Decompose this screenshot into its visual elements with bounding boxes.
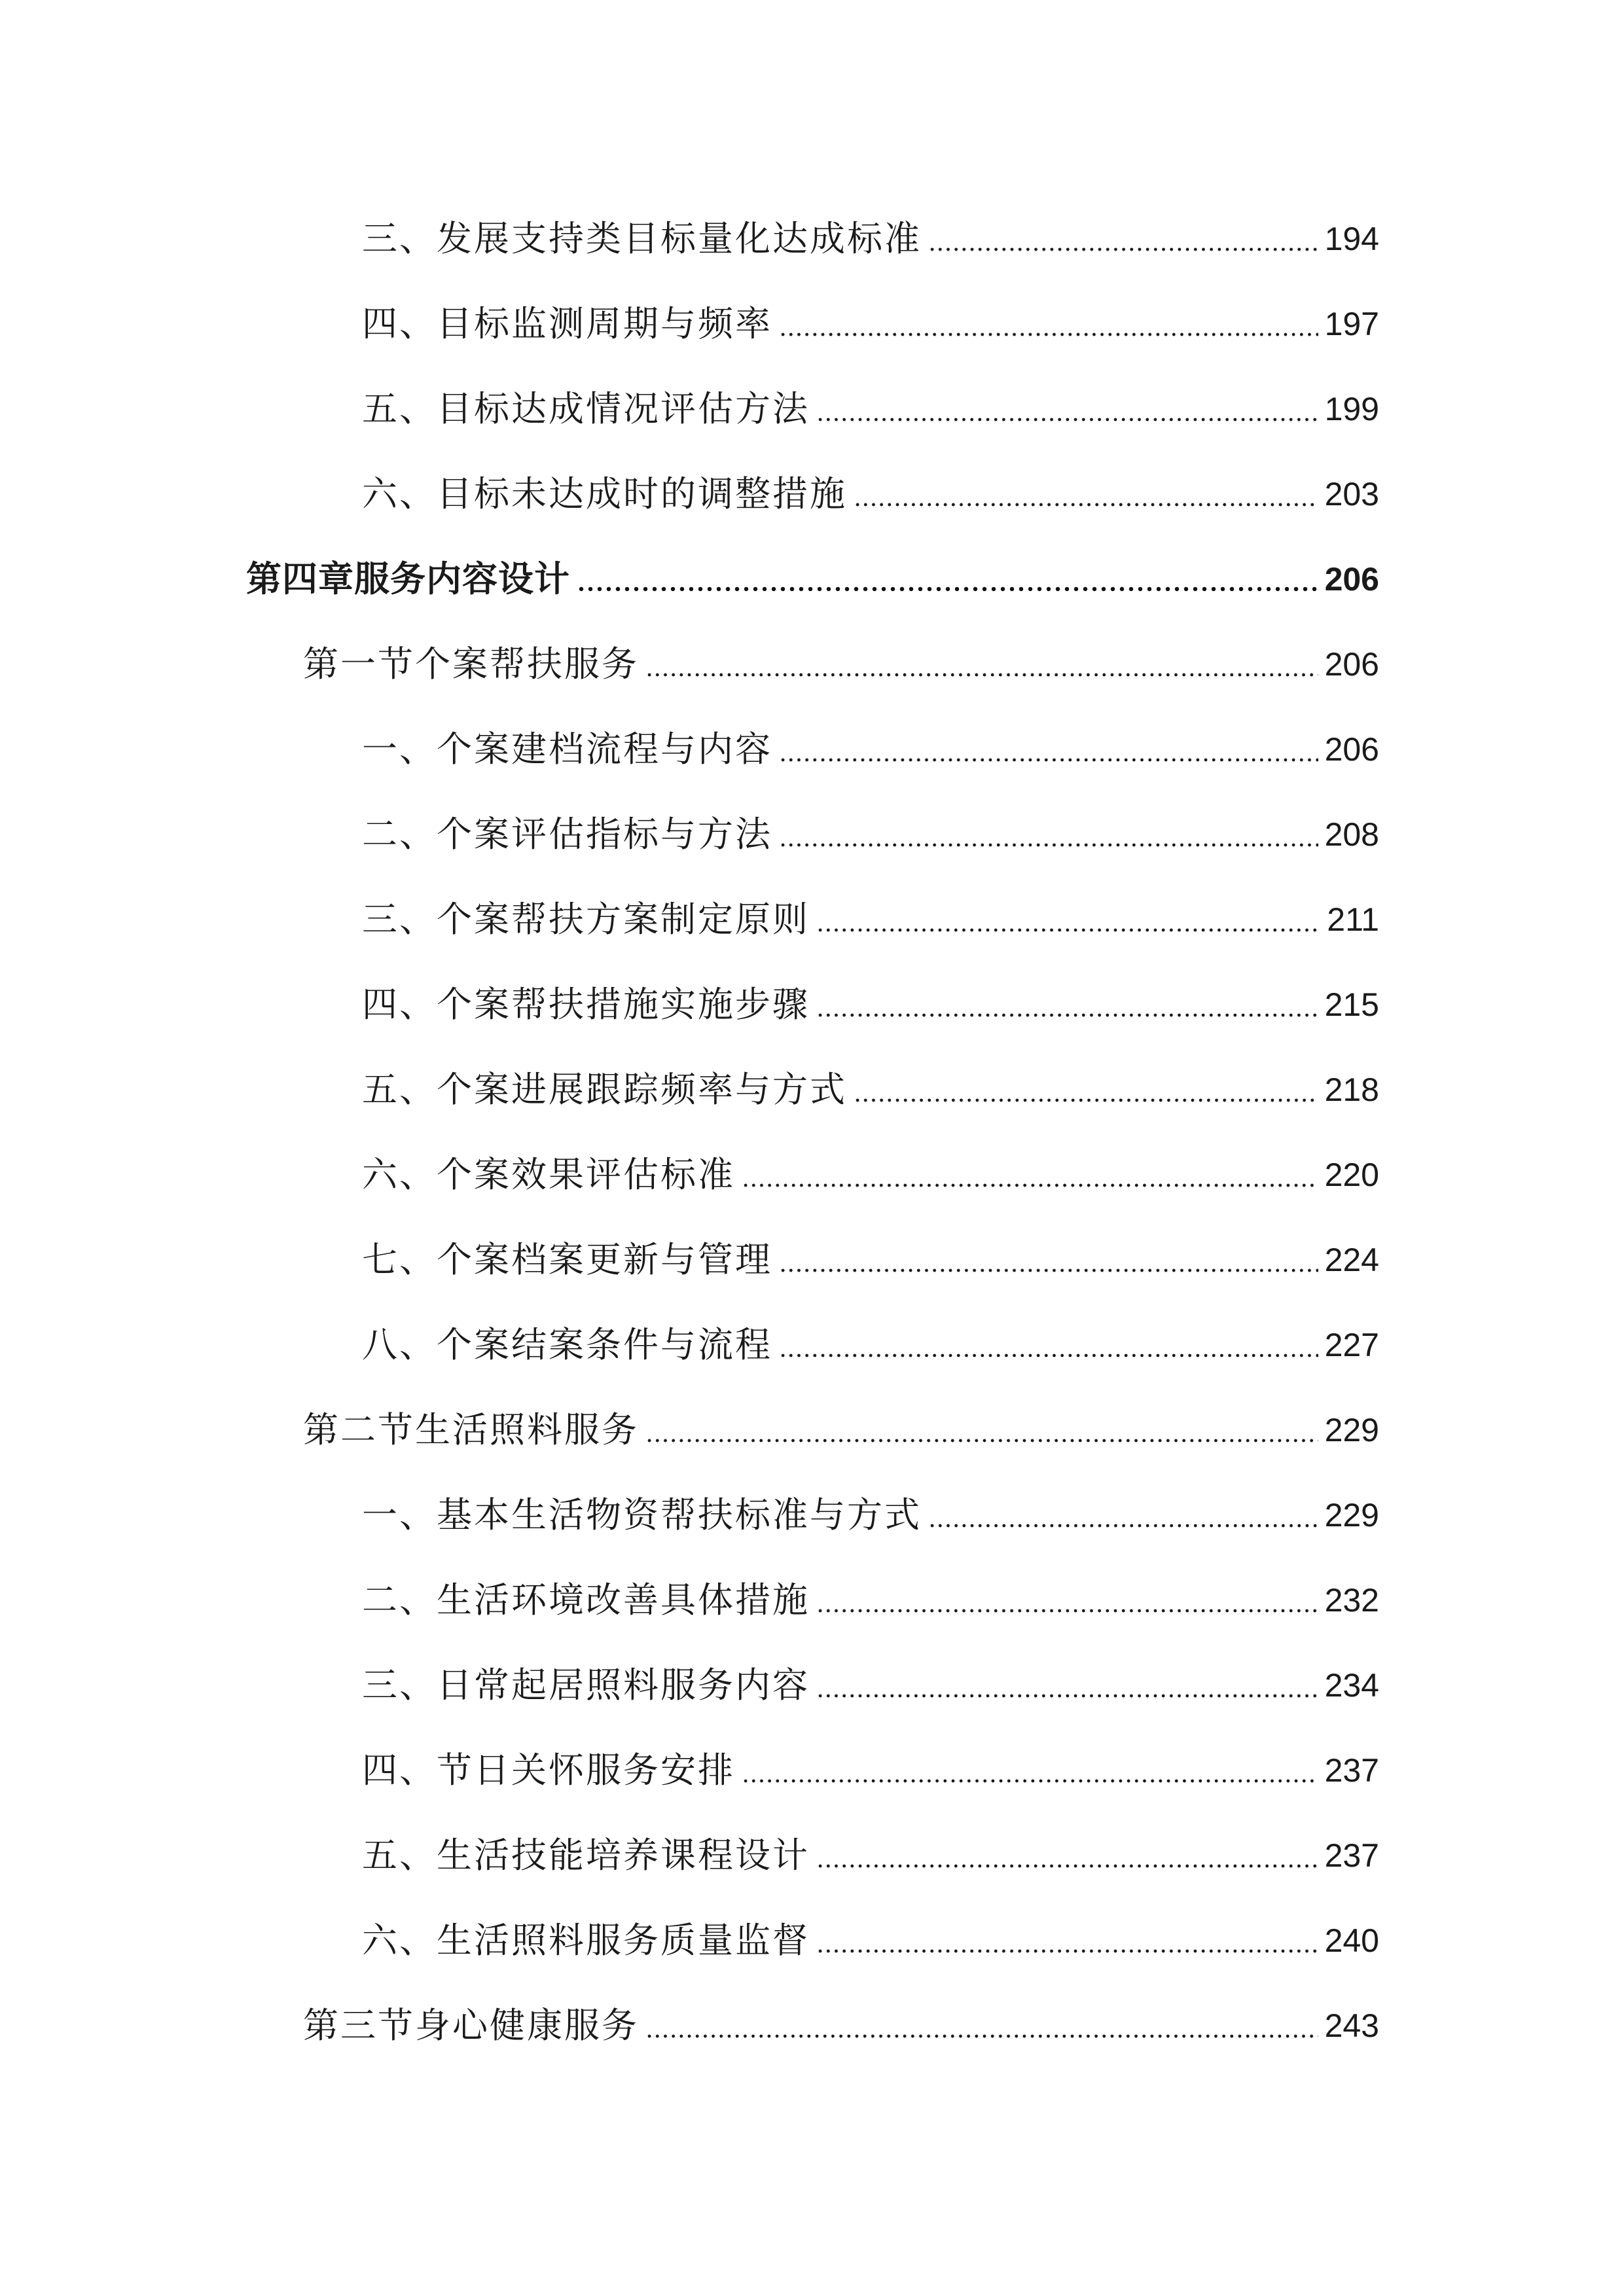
toc-entry-chapter[interactable] <box>246 547 1379 612</box>
toc-entry-title: 二、生活环境改善具体措施 <box>362 1579 810 1621</box>
toc-entry-page: 224 <box>1324 1242 1379 1278</box>
toc-entry-page: 229 <box>1324 1497 1379 1534</box>
toc-entry[interactable] <box>362 376 1379 442</box>
toc-entry[interactable] <box>362 206 1379 272</box>
toc-entry-title: 八、个案结案条件与流程 <box>362 1324 772 1365</box>
toc-entry-page: 227 <box>1324 1327 1379 1363</box>
dot-leader <box>645 2008 1318 2043</box>
toc-entry-title: 三、个案帮扶方案制定原则 <box>362 899 810 940</box>
toc-entry-page: 197 <box>1324 306 1379 342</box>
toc-entry-title: 二、个案评估指标与方法 <box>362 814 772 855</box>
dot-leader <box>816 391 1318 427</box>
toc-entry[interactable] <box>362 291 1379 357</box>
dot-leader <box>742 1157 1318 1193</box>
toc-entry-title: 四、个案帮扶措施实施步骤 <box>362 984 810 1025</box>
dot-leader <box>854 476 1318 512</box>
toc-entry[interactable] <box>362 1823 1379 1888</box>
toc-entry-page: 199 <box>1324 391 1379 427</box>
toc-entry-page: 211 <box>1327 901 1379 938</box>
toc-entry-title: 五、生活技能培养课程设计 <box>362 1835 810 1876</box>
toc-entry-title: 四、节日关怀服务安排 <box>362 1749 735 1791</box>
toc-entry[interactable] <box>362 717 1379 782</box>
toc-entry-page: 194 <box>1324 221 1379 257</box>
toc-entry-title: 五、目标达成情况评估方法 <box>362 388 810 429</box>
toc-entry-title: 四、目标监测周期与频率 <box>362 303 772 344</box>
toc-entry-title: 一、个案建档流程与内容 <box>362 728 772 770</box>
toc-entry[interactable] <box>362 461 1379 527</box>
dot-leader <box>816 1583 1318 1618</box>
toc-entry[interactable] <box>362 1227 1379 1293</box>
toc-entry[interactable] <box>362 802 1379 867</box>
toc-entry-title: 第四章服务内容设计 <box>246 558 570 600</box>
dot-leader <box>779 817 1318 852</box>
toc-entry-section[interactable] <box>303 1397 1379 1463</box>
toc-entry-page: 220 <box>1324 1157 1379 1193</box>
dot-leader <box>779 1242 1318 1278</box>
toc-entry[interactable] <box>362 887 1379 952</box>
toc-entry[interactable] <box>362 1057 1379 1122</box>
toc-entry-title: 六、生活照料服务质量监督 <box>362 1920 810 1961</box>
toc-entry-section[interactable] <box>303 1993 1379 2058</box>
toc-entry-title: 五、个案进展跟踪频率与方式 <box>362 1069 847 1110</box>
toc-entry-title: 一、基本生活物资帮扶标准与方式 <box>362 1494 922 1535</box>
toc-entry[interactable] <box>362 972 1379 1037</box>
dot-leader <box>816 1668 1318 1703</box>
toc-entry-page: 234 <box>1324 1667 1379 1704</box>
toc-entry-title: 第二节生活照料服务 <box>303 1409 639 1450</box>
dot-leader <box>928 1498 1318 1533</box>
toc-entry[interactable] <box>362 1482 1379 1548</box>
toc-entry-page: 206 <box>1324 561 1379 598</box>
toc-entry-page: 218 <box>1324 1071 1379 1108</box>
dot-leader <box>816 1923 1318 1958</box>
toc-entry-title: 六、个案效果评估标准 <box>362 1154 735 1195</box>
toc-entry-page: 206 <box>1324 731 1379 768</box>
toc-entry-page: 243 <box>1324 2007 1379 2044</box>
toc-entry-title: 三、日常起居照料服务内容 <box>362 1664 810 1706</box>
dot-leader <box>645 647 1318 682</box>
toc-entry-title: 第一节个案帮扶服务 <box>303 643 639 685</box>
toc-entry-page: 240 <box>1324 1922 1379 1959</box>
dot-leader <box>742 1753 1318 1788</box>
dot-leader <box>816 902 1320 937</box>
dot-leader <box>779 732 1318 767</box>
toc-entry[interactable] <box>362 1908 1379 1973</box>
toc-entry-section[interactable] <box>303 632 1379 697</box>
toc-entry[interactable] <box>362 1568 1379 1633</box>
toc-entry[interactable] <box>362 1653 1379 1718</box>
toc-entry-page: 237 <box>1324 1752 1379 1789</box>
dot-leader <box>577 562 1318 597</box>
dot-leader <box>854 1072 1318 1107</box>
toc-entry-page: 232 <box>1324 1582 1379 1619</box>
toc-entry[interactable] <box>362 1738 1379 1803</box>
toc-entry-title: 六、目标未达成时的调整措施 <box>362 473 847 514</box>
toc-entry-page: 215 <box>1324 986 1379 1023</box>
toc-entry-page: 237 <box>1324 1837 1379 1874</box>
toc-entry-title: 第三节身心健康服务 <box>303 2005 639 2046</box>
dot-leader <box>816 987 1318 1022</box>
dot-leader <box>816 1838 1318 1873</box>
dot-leader <box>779 306 1318 342</box>
toc-entry[interactable] <box>362 1312 1379 1378</box>
toc-entry-page: 229 <box>1324 1412 1379 1448</box>
dot-leader <box>779 1327 1318 1363</box>
toc-entry[interactable] <box>362 1142 1379 1208</box>
toc-entry-title: 七、个案档案更新与管理 <box>362 1239 772 1280</box>
dot-leader <box>645 1412 1318 1448</box>
toc-entry-page: 208 <box>1324 816 1379 853</box>
dot-leader <box>928 221 1318 257</box>
toc-entry-title: 三、发展支持类目标量化达成标准 <box>362 218 922 259</box>
toc-entry-page: 203 <box>1324 476 1379 512</box>
toc-entry-page: 206 <box>1324 646 1379 683</box>
